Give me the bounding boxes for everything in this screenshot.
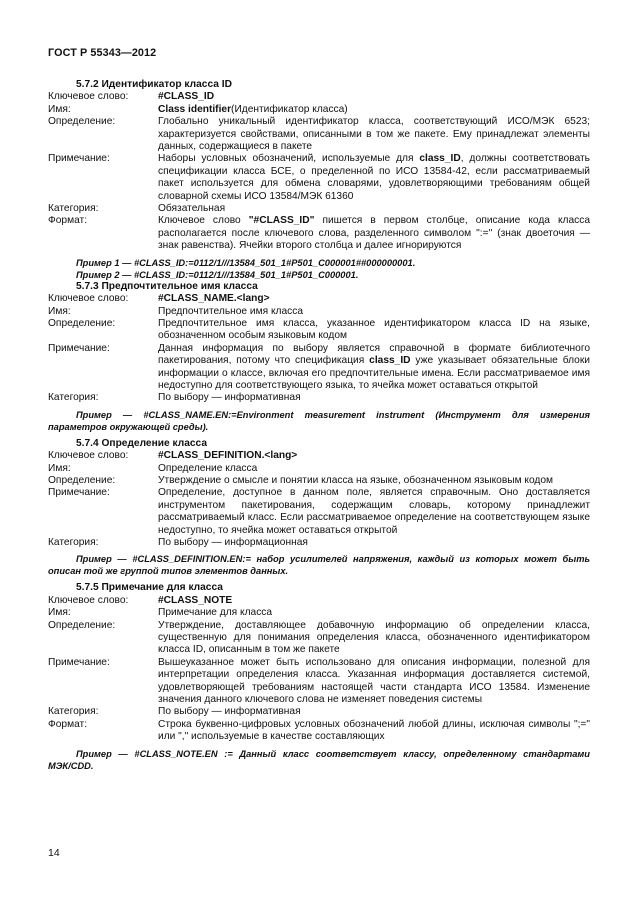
example-block: Пример — #CLASS_NAME.EN:=Environment measurement instrument (Инструмент для измерения параметров окружающей среды).	[48, 409, 590, 432]
field-value-keyword: #CLASS_NOTE	[158, 594, 233, 606]
field-row-note	[48, 343, 590, 393]
field-value-name: Примечание для класса	[158, 607, 273, 619]
field-row-note	[48, 487, 590, 537]
field-label: Ключевое слово:	[48, 91, 129, 103]
field-row-note	[48, 657, 590, 707]
section-title: 5.7.2 Идентификатор класса ID	[76, 79, 232, 90]
field-row-category	[48, 706, 590, 718]
field-value-name: Определение класса	[158, 462, 258, 474]
field-value-definition: Утверждение о смысле и понятии класса на языке, обозначенном языковым кодом	[158, 474, 554, 486]
field-label: Имя:	[48, 103, 71, 115]
field-row-keyword	[48, 293, 590, 305]
field-label: Определение:	[48, 317, 116, 329]
field-label: Ключевое слово:	[48, 450, 129, 462]
field-row-keyword	[48, 450, 590, 462]
field-label: Примечание:	[48, 487, 110, 499]
field-value-name	[158, 104, 590, 116]
field-value-definition: Глобально уникальный идентификатор класса, соответствующий ИСО/МЭК 6523; характеризуется свойствами, описанными в том же пакете. Ему принадлежат элементы данных, содержащиеся в пакете	[158, 116, 590, 153]
field-value-note	[158, 343, 590, 393]
field-label: Ключевое слово:	[48, 293, 129, 305]
field-value-note	[158, 153, 590, 203]
field-value-note: Определение, доступное в данном поле, является справочным. Оно доставляется инструментом пакетирования, содержащим словарь, которому принадлежит рассматриваемый класс. Если рассматриваемое определение на соответствующем языке недоступно, то ячейка может оставаться открытой	[158, 487, 590, 536]
note-text: уже указывает обязательные блоки информации о классе, включая его предпочтительные имена. Если рассматриваемое имя недоступно для соответствующего языка, то ячейка может оставаться открытой	[158, 355, 590, 391]
field-label: Ключевое слово:	[48, 594, 129, 606]
format-text: Ключевое слово	[158, 215, 249, 227]
field-row-name	[48, 306, 590, 318]
field-value-format: Строка буквенно-цифровых условных обозначений любой длины, исключая символы ";=" или "," используемые в качестве составляющих	[158, 718, 590, 743]
field-row-definition	[48, 620, 590, 657]
field-value-category: Обязательная	[158, 203, 226, 215]
field-row-note	[48, 153, 590, 203]
section-title: 5.7.4 Определение класса	[76, 437, 207, 449]
field-row-name	[48, 104, 590, 116]
field-value-keyword: #CLASS_NAME.<lang>	[158, 293, 270, 305]
note-code: class_ID	[419, 153, 461, 165]
field-label: Категория:	[48, 203, 99, 215]
note-text: , должны соответствовать спецификации класса БСЕ, о пределенной по ИСО 13584-42, если рассматриваемый пакет используется для обмена словарями, удовлетворяющими требованиям общей словарной схемы ИСО 13584/МЭК 61360	[158, 153, 590, 202]
field-row-keyword	[48, 595, 590, 607]
field-label: Категория:	[48, 392, 99, 404]
field-label: Категория:	[48, 537, 99, 548]
field-label: Имя:	[48, 305, 71, 317]
field-value-keyword: #CLASS_ID	[158, 91, 215, 103]
example-block: Пример — #CLASS_DEFINITION.EN:= набор усилителей напряжения, каждый из которых может быть описан той же группой типов элементов данных.	[48, 554, 590, 577]
field-row-definition	[48, 116, 590, 153]
field-label: Имя:	[48, 462, 71, 474]
field-label: Имя:	[48, 607, 71, 619]
field-row-definition	[48, 475, 590, 487]
field-value-note: Вышеуказанное может быть использовано для описания информации, полезной для интерпретации определения класса. Указанная информация доставляется системой, удовлетворяющей требованиям настоящей части стандарта ИСО 13584. Изменение значения данного ключевого слова не изменяет поведения системы	[158, 656, 590, 706]
section-title: 5.7.3 Предпочтительное имя класса	[76, 280, 258, 292]
field-label: Формат:	[48, 215, 88, 227]
note-text: Наборы условных обозначений, используемые для	[158, 153, 420, 165]
field-row-format	[48, 215, 590, 252]
field-label: Определение:	[48, 116, 116, 128]
format-code: "#CLASS_ID"	[248, 215, 315, 227]
field-row-keyword	[48, 91, 590, 103]
field-label: Определение:	[48, 474, 116, 486]
section-title: 5.7.5 Примечание для класса	[76, 582, 223, 594]
field-label: Определение:	[48, 619, 116, 631]
field-row-name	[48, 463, 590, 475]
field-row-format	[48, 719, 590, 744]
field-row-definition	[48, 318, 590, 343]
field-value-category: По выбору — информативная	[158, 706, 301, 718]
format-text: пишется в первом столбце, описание кода класса располагается после ключевого слова, разделенного символом ":=" (знак двоеточия — знак равенства). Ячейки второго столбца и далее игнорируются	[158, 215, 590, 252]
document-body	[48, 79, 590, 772]
field-value-definition: Утверждение, доставляющее добавочную информацию об определении класса, существенную для понимания определения класса, обозначенного идентификатором класса ID, описанным в том же пакете	[158, 619, 590, 656]
name-rest-text: (Идентификатор класса)	[231, 103, 348, 115]
document-header: ГОСТ Р 55343—2012	[48, 47, 157, 59]
field-value-category: По выбору — информативная	[158, 392, 301, 404]
example-line: Пример 1 — #CLASS_ID:=0112/1///13584_501_1#P501_C000001##000000001.	[76, 257, 416, 268]
field-row-category	[48, 537, 590, 549]
field-value-category: По выбору — информационная	[158, 537, 308, 548]
example-block	[48, 257, 590, 281]
field-row-category	[48, 392, 590, 404]
field-label: Формат:	[48, 718, 88, 730]
example-line: Пример 2 — #CLASS_ID:=0112/1///13584_501_1#P501_C000001.	[76, 269, 359, 280]
field-row-category	[48, 203, 590, 215]
note-text: Данная информация по выбору является справочной в формате библиотечного пакетирования, потому что спецификация	[158, 342, 590, 367]
field-label: Примечание:	[48, 656, 110, 668]
field-label: Категория:	[48, 706, 99, 718]
field-value-keyword: #CLASS_DEFINITION.<lang>	[158, 450, 298, 462]
field-value-name: Предпочтительное имя класса	[158, 305, 303, 317]
field-value-definition: Предпочтительное имя класса, указанное идентификатором класса ID на языке, обозначенном особым языковым кодом	[158, 317, 590, 342]
page-number: 14	[48, 847, 60, 859]
field-label: Примечание:	[48, 342, 110, 354]
note-code: class_ID	[369, 355, 411, 367]
field-value-format	[158, 215, 590, 252]
example-block: Пример — #CLASS_NOTE.EN := Данный класс соответствует классу, определенному стандартами МЭК/CDD.	[48, 748, 590, 771]
field-label: Примечание:	[48, 153, 110, 165]
name-bold-text: Class identifier	[158, 103, 232, 115]
field-row-name	[48, 607, 590, 619]
